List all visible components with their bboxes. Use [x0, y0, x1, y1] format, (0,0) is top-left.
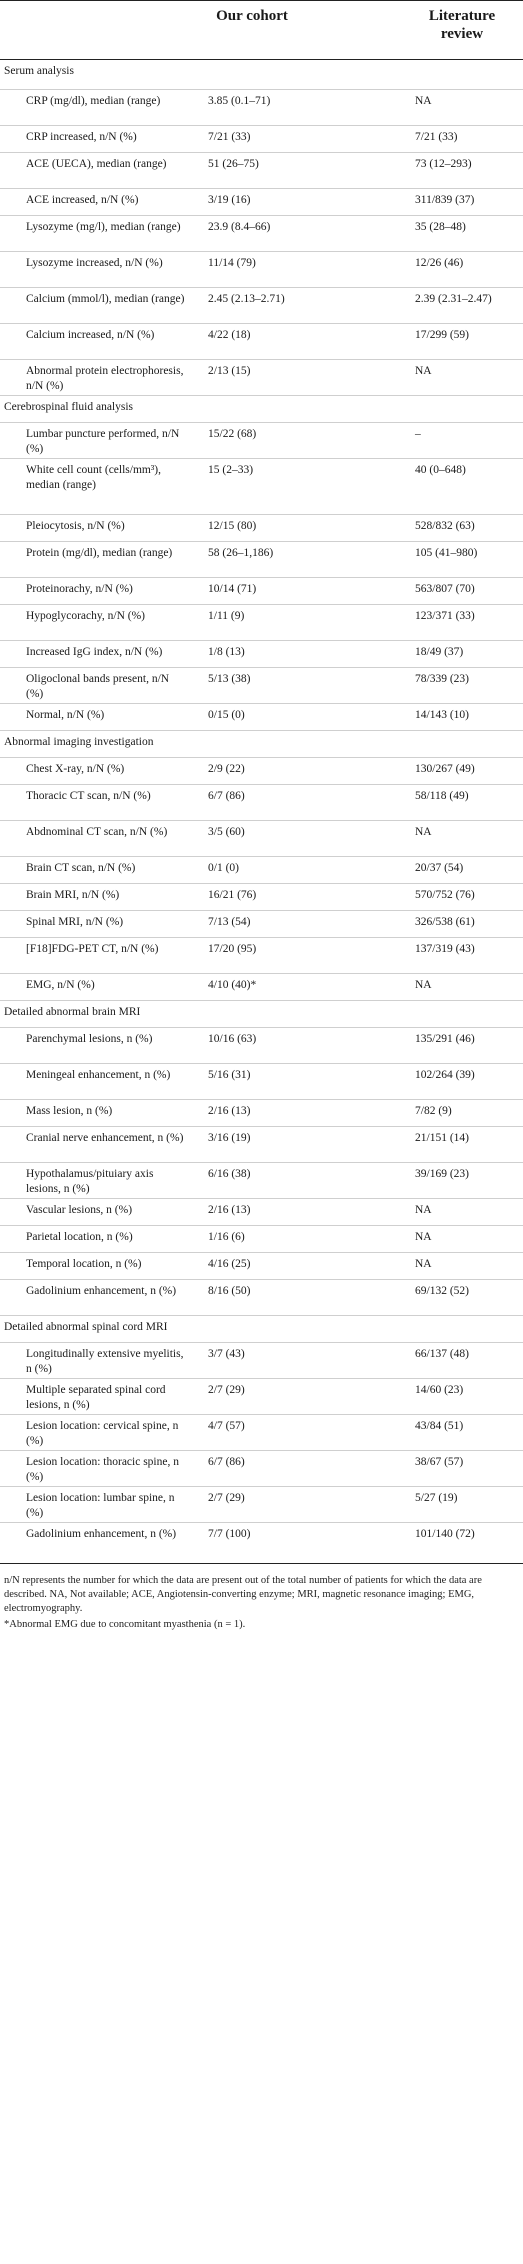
- cell-literature: –: [415, 428, 421, 440]
- cell-cohort: 7/13 (54): [208, 916, 251, 928]
- cell-literature: 2.39 (2.31–2.47): [415, 293, 492, 305]
- row-label: Cranial nerve enhancement, n (%): [26, 1132, 184, 1144]
- cell-literature: 311/839 (37): [415, 194, 475, 206]
- cell-literature: 102/264 (39): [415, 1069, 475, 1081]
- row-label: Brain MRI, n/N (%): [26, 889, 120, 901]
- cell-cohort: 2/7 (29): [208, 1492, 245, 1504]
- table-row: [0, 1100, 523, 1127]
- table-section-row: [0, 60, 523, 90]
- cell-cohort: 3/5 (60): [208, 826, 245, 838]
- cell-cohort: 2.45 (2.13–2.71): [208, 293, 285, 305]
- section-label: Detailed abnormal brain MRI: [4, 1006, 141, 1018]
- cell-literature: 39/169 (23): [415, 1168, 469, 1180]
- table-row: [0, 704, 523, 731]
- table-row: [0, 288, 523, 324]
- cell-literature: 58/118 (49): [415, 790, 469, 802]
- row-label: Multiple separated spinal cord lesions, n (%): [26, 1384, 166, 1411]
- cell-literature: NA: [415, 95, 432, 107]
- cell-cohort: 15 (2–33): [208, 464, 254, 476]
- row-label: Chest X-ray, n/N (%): [26, 763, 125, 775]
- cell-literature: NA: [415, 1204, 432, 1216]
- cell-cohort: 1/11 (9): [208, 610, 245, 622]
- table-row: [0, 1028, 523, 1064]
- cell-literature: NA: [415, 1231, 432, 1243]
- cell-cohort: 23.9 (8.4–66): [208, 221, 271, 233]
- cell-literature: 18/49 (37): [415, 646, 464, 658]
- cell-literature: 40 (0–648): [415, 464, 466, 476]
- row-label: CRP increased, n/N (%): [26, 131, 137, 143]
- cell-cohort: 2/13 (15): [208, 365, 251, 377]
- row-label: Mass lesion, n (%): [26, 1105, 113, 1117]
- cell-literature: 528/832 (63): [415, 520, 475, 532]
- cell-cohort: 4/22 (18): [208, 329, 251, 341]
- row-label: Normal, n/N (%): [26, 709, 105, 721]
- table-row: [0, 90, 523, 126]
- row-label: Temporal location, n (%): [26, 1258, 142, 1270]
- cell-literature: 17/299 (59): [415, 329, 469, 341]
- table-row: [0, 189, 523, 216]
- cell-cohort: 6/7 (86): [208, 1456, 245, 1468]
- cell-literature: 123/371 (33): [415, 610, 475, 622]
- cell-cohort: 58 (26–1,186): [208, 547, 274, 559]
- table-row: [0, 821, 523, 857]
- table-row: [0, 668, 523, 704]
- cell-cohort: 1/8 (13): [208, 646, 245, 658]
- cell-cohort: 10/14 (71): [208, 583, 257, 595]
- cell-cohort: 2/9 (22): [208, 763, 245, 775]
- row-label: Hypothalamus/pituiary axis lesions, n (%): [26, 1168, 154, 1195]
- cell-cohort: 15/22 (68): [208, 428, 257, 440]
- row-label: Lesion location: thoracic spine, n (%): [26, 1456, 179, 1483]
- cell-literature: 137/319 (43): [415, 943, 475, 955]
- cell-literature: 66/137 (48): [415, 1348, 469, 1360]
- cell-literature: 20/37 (54): [415, 862, 464, 874]
- table-row: [0, 515, 523, 542]
- cell-cohort: 3/7 (43): [208, 1348, 245, 1360]
- footnote-abbreviations: n/N represents the number for which the data are present out of the total number of patients for which the data are described. NA, Not available; ACE, Angiotensin-converting enzyme; MRI, magnetic resonance imaging; EMG, electromyography.: [4, 1575, 482, 1614]
- row-label: [F18]FDG-PET CT, n/N (%): [26, 943, 159, 955]
- row-label: Parenchymal lesions, n (%): [26, 1033, 153, 1045]
- cell-literature: 43/84 (51): [415, 1420, 464, 1432]
- table-section-row: [0, 1001, 523, 1028]
- row-label: Proteinorachy, n/N (%): [26, 583, 133, 595]
- table-row: [0, 1064, 523, 1100]
- table-row: [0, 1343, 523, 1379]
- cell-literature: 326/538 (61): [415, 916, 475, 928]
- row-label: Lysozyme increased, n/N (%): [26, 257, 163, 269]
- row-label: Hypoglycorachy, n/N (%): [26, 610, 146, 622]
- cell-cohort: 3.85 (0.1–71): [208, 95, 271, 107]
- row-label: CRP (mg/dl), median (range): [26, 95, 161, 107]
- cell-cohort: 4/7 (57): [208, 1420, 245, 1432]
- table-row: [0, 938, 523, 974]
- cell-cohort: 10/16 (63): [208, 1033, 257, 1045]
- row-label: EMG, n/N (%): [26, 979, 95, 991]
- cell-literature: NA: [415, 826, 432, 838]
- cell-cohort: 51 (26–75): [208, 158, 259, 170]
- row-label: Longitudinally extensive myelitis, n (%): [26, 1348, 184, 1375]
- table-row: [0, 605, 523, 641]
- cell-cohort: 4/10 (40)*: [208, 979, 257, 991]
- cell-literature: 105 (41–980): [415, 547, 478, 559]
- table-row: [0, 974, 523, 1001]
- cell-literature: 69/132 (52): [415, 1285, 469, 1297]
- footnote-emg: *Abnormal EMG due to concomitant myasthenia (n = 1).: [4, 1619, 246, 1630]
- cell-cohort: 0/1 (0): [208, 862, 239, 874]
- cell-literature: 5/27 (19): [415, 1492, 458, 1504]
- cell-literature: 7/82 (9): [415, 1105, 452, 1117]
- cell-cohort: 5/13 (38): [208, 673, 251, 685]
- cell-literature: 135/291 (46): [415, 1033, 475, 1045]
- table-section-row: [0, 1316, 523, 1343]
- cell-literature: NA: [415, 1258, 432, 1270]
- cell-cohort: 11/14 (79): [208, 257, 256, 269]
- cell-cohort: 16/21 (76): [208, 889, 257, 901]
- cell-cohort: 2/16 (13): [208, 1105, 251, 1117]
- cell-cohort: 5/16 (31): [208, 1069, 251, 1081]
- cell-literature: 73 (12–293): [415, 158, 472, 170]
- table-row: [0, 884, 523, 911]
- cell-literature: 101/140 (72): [415, 1528, 475, 1540]
- table-header: [0, 0, 523, 60]
- row-label: Increased IgG index, n/N (%): [26, 646, 163, 658]
- table-row: [0, 360, 523, 396]
- cell-literature: 78/339 (23): [415, 673, 469, 685]
- cell-literature: NA: [415, 979, 432, 991]
- cell-literature: 38/67 (57): [415, 1456, 464, 1468]
- table-row: [0, 641, 523, 668]
- row-label: Abdnominal CT scan, n/N (%): [26, 826, 168, 838]
- table-row: [0, 1451, 523, 1487]
- row-label: Meningeal enhancement, n (%): [26, 1069, 171, 1081]
- cell-literature: 7/21 (33): [415, 131, 458, 143]
- cell-cohort: 0/15 (0): [208, 709, 245, 721]
- table-row: [0, 1253, 523, 1280]
- table-row: [0, 1226, 523, 1253]
- row-label: Calcium (mmol/l), median (range): [26, 293, 185, 305]
- row-label: ACE increased, n/N (%): [26, 194, 139, 206]
- row-label: Brain CT scan, n/N (%): [26, 862, 136, 874]
- table-row: [0, 324, 523, 360]
- row-label: Lysozyme (mg/l), median (range): [26, 221, 181, 233]
- section-label: Serum analysis: [4, 65, 74, 77]
- cell-literature: 12/26 (46): [415, 257, 464, 269]
- row-label: Thoracic CT scan, n/N (%): [26, 790, 151, 802]
- row-label: Lesion location: lumbar spine, n (%): [26, 1492, 175, 1519]
- column-header-cohort: Our cohort: [216, 8, 288, 24]
- row-label: White cell count (cells/mm³), median (range): [26, 464, 162, 491]
- cell-cohort: 12/15 (80): [208, 520, 257, 532]
- row-label: Calcium increased, n/N (%): [26, 329, 155, 341]
- row-label: ACE (UECA), median (range): [26, 158, 167, 170]
- table-row: [0, 1487, 523, 1523]
- table-row: [0, 459, 523, 515]
- table-row: [0, 252, 523, 288]
- row-label: Gadolinium enhancement, n (%): [26, 1528, 177, 1540]
- table-row: [0, 785, 523, 821]
- row-label: Lesion location: cervical spine, n (%): [26, 1420, 179, 1447]
- cell-cohort: 7/7 (100): [208, 1528, 251, 1540]
- table-row: [0, 542, 523, 578]
- row-label: Abnormal protein electrophoresis, n/N (%): [26, 365, 184, 392]
- table-row: [0, 126, 523, 153]
- table-row: [0, 1523, 523, 1564]
- row-label: Lumbar puncture performed, n/N (%): [26, 428, 180, 455]
- table-section-row: [0, 396, 523, 423]
- table-row: [0, 423, 523, 459]
- table-row: [0, 1379, 523, 1415]
- row-label: Spinal MRI, n/N (%): [26, 916, 124, 928]
- table-row: [0, 857, 523, 884]
- row-label: Parietal location, n (%): [26, 1231, 133, 1243]
- row-label: Gadolinium enhancement, n (%): [26, 1285, 177, 1297]
- table-row: [0, 1163, 523, 1199]
- cell-cohort: 7/21 (33): [208, 131, 251, 143]
- table-body: [0, 60, 523, 1564]
- cell-literature: 563/807 (70): [415, 583, 475, 595]
- cell-cohort: 2/7 (29): [208, 1384, 245, 1396]
- table-section-row: [0, 731, 523, 758]
- row-label: Vascular lesions, n (%): [26, 1204, 133, 1216]
- table-row: [0, 578, 523, 605]
- cell-cohort: 6/7 (86): [208, 790, 245, 802]
- table-row: [0, 153, 523, 189]
- cell-literature: 21/151 (14): [415, 1132, 469, 1144]
- row-label: Oligoclonal bands present, n/N (%): [26, 673, 170, 700]
- cell-cohort: 1/16 (6): [208, 1231, 245, 1243]
- cell-cohort: 3/19 (16): [208, 194, 251, 206]
- cell-literature: 570/752 (76): [415, 889, 475, 901]
- table-row: [0, 216, 523, 252]
- table-row: [0, 1415, 523, 1451]
- cell-cohort: 4/16 (25): [208, 1258, 251, 1270]
- table-row: [0, 911, 523, 938]
- section-label: Cerebrospinal fluid analysis: [4, 401, 134, 413]
- cell-cohort: 3/16 (19): [208, 1132, 251, 1144]
- row-label: Protein (mg/dl), median (range): [26, 547, 173, 559]
- cell-literature: 14/143 (10): [415, 709, 469, 721]
- table-row: [0, 1127, 523, 1163]
- cell-cohort: 6/16 (38): [208, 1168, 251, 1180]
- cell-cohort: 8/16 (50): [208, 1285, 251, 1297]
- cell-literature: NA: [415, 365, 432, 377]
- section-label: Detailed abnormal spinal cord MRI: [4, 1321, 168, 1333]
- section-label: Abnormal imaging investigation: [4, 736, 154, 748]
- column-header-literature: Literature review: [428, 8, 496, 42]
- table-row: [0, 1199, 523, 1226]
- cell-cohort: 2/16 (13): [208, 1204, 251, 1216]
- table-row: [0, 758, 523, 785]
- row-label: Pleiocytosis, n/N (%): [26, 520, 125, 532]
- cell-literature: 14/60 (23): [415, 1384, 464, 1396]
- cell-cohort: 17/20 (95): [208, 943, 257, 955]
- cell-literature: 130/267 (49): [415, 763, 475, 775]
- cell-literature: 35 (28–48): [415, 221, 466, 233]
- table-row: [0, 1280, 523, 1316]
